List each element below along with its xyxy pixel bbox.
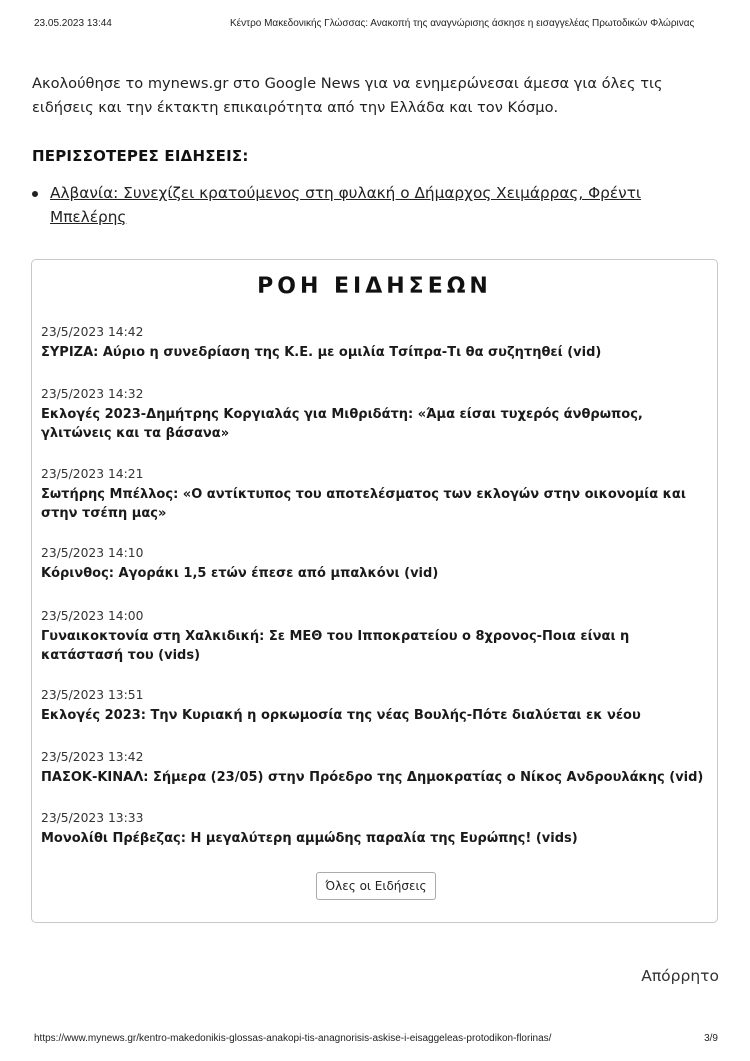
news-item[interactable]: [41, 466, 709, 523]
all-news-button[interactable]: Όλες οι Ειδήσεις: [316, 872, 436, 900]
news-time: 23/5/2023 14:00: [41, 609, 144, 623]
news-time: 23/5/2023 14:21: [41, 467, 144, 481]
news-time: 23/5/2023 14:10: [41, 546, 144, 560]
more-news-link[interactable]: Αλβανία: Συνεχίζει κρατούμενος στη φυλακή ο Δήμαρχος Χειμάρρας, Φρέντι Μπελέρης: [50, 184, 642, 226]
news-item[interactable]: [41, 386, 709, 443]
print-document-title: Κέντρο Μακεδονικής Γλώσσας: Ανακοπή της αναγνώρισης άσκησε η εισαγγελέας Πρωτοδικών Φλώρινας: [230, 18, 695, 29]
news-item[interactable]: [41, 608, 709, 665]
news-headline-link[interactable]: Σωτήρης Μπέλλος: «Ο αντίκτυπος του αποτελέσματος των εκλογών στην οικονομία και στην τσέπη μας»: [41, 487, 686, 521]
news-item[interactable]: [41, 545, 709, 583]
news-time: 23/5/2023 13:51: [41, 688, 144, 702]
news-time: 23/5/2023 13:42: [41, 750, 144, 764]
news-headline-link[interactable]: ΣΥΡΙΖΑ: Αύριο η συνεδρίαση της Κ.Ε. με ομιλία Τσίπρα-Τι θα συζητηθεί (vid): [41, 345, 602, 360]
news-headline-link[interactable]: ΠΑΣΟΚ-ΚΙΝΑΛ: Σήμερα (23/05) στην Πρόεδρο της Δημοκρατίας ο Νίκος Ανδρουλάκης (vid): [41, 770, 704, 785]
news-item[interactable]: [41, 687, 709, 725]
news-headline-link[interactable]: Εκλογές 2023: Την Κυριακή η ορκωμοσία της νέας Βουλής-Πότε διαλύεται εκ νέου: [41, 708, 641, 723]
news-headline-link[interactable]: Εκλογές 2023-Δημήτρης Κοργιαλάς για Μιθριδάτη: «Άμα είσαι τυχερός άνθρωπος, γλιτώνεις και τα βάσανα»: [41, 407, 643, 441]
news-time: 23/5/2023 14:32: [41, 387, 144, 401]
news-headline-link[interactable]: Κόρινθος: Αγοράκι 1,5 ετών έπεσε από μπαλκόνι (vid): [41, 566, 439, 581]
bullet-icon: [32, 191, 38, 197]
google-news-follow-text: Ακολούθησε το mynews.gr στο Google News για να ενημερώνεσαι άμεσα για όλες τις ειδήσεις και την έκτακτη επικαιρότητα από την Ελλάδα και τον Κόσμο.: [32, 75, 663, 116]
print-datetime: 23.05.2023 13:44: [34, 18, 112, 29]
news-item[interactable]: [41, 749, 709, 787]
print-page-number: 3/9: [704, 1033, 718, 1044]
print-page-url: https://www.mynews.gr/kentro-makedonikis-glossas-anakopi-tis-anagnorisis-askise-i-eisaggeleas-protodikon-florinas/: [34, 1033, 552, 1044]
news-headline-link[interactable]: Γυναικοκτονία στη Χαλκιδική: Σε ΜΕΘ του Ιπποκρατείου ο 8χρονος-Ποια είναι η κατάστασή του (vids): [41, 629, 630, 663]
news-item[interactable]: [41, 810, 709, 848]
list-item: [32, 181, 692, 229]
privacy-link[interactable]: Απόρρητο: [641, 967, 719, 985]
news-time: 23/5/2023 13:33: [41, 811, 144, 825]
news-item[interactable]: [41, 324, 709, 362]
more-news-heading: ΠΕΡΙΣΣΟΤΕΡΕΣ ΕΙΔΗΣΕΙΣ:: [32, 147, 249, 165]
news-feed-title: ΡΟΗ ΕΙΔΗΣΕΩΝ: [257, 274, 492, 299]
news-feed-box: [31, 259, 718, 923]
more-news-list: [32, 181, 692, 229]
news-time: 23/5/2023 14:42: [41, 325, 144, 339]
news-headline-link[interactable]: Μονολίθι Πρέβεζας: Η μεγαλύτερη αμμώδης παραλία της Ευρώπης! (vids): [41, 831, 578, 846]
